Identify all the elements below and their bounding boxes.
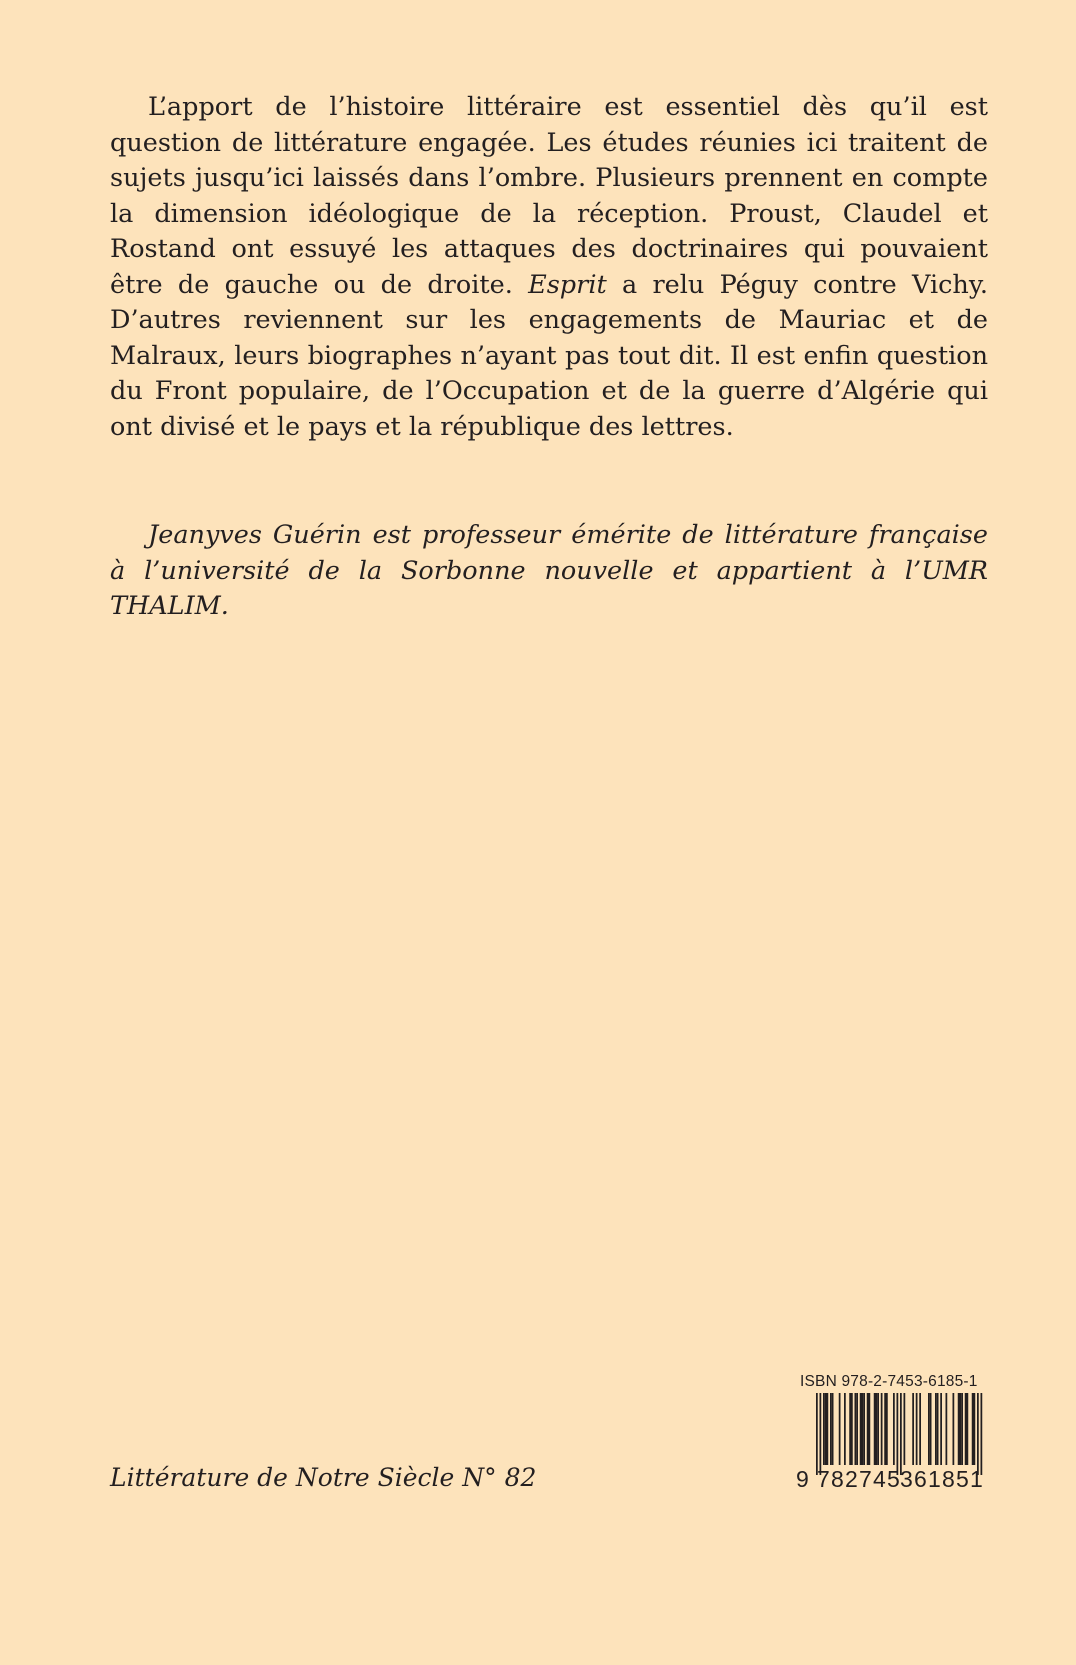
barcode-bar: [946, 1393, 948, 1465]
barcode-bar: [874, 1393, 876, 1465]
barcode-bar: [977, 1393, 979, 1475]
barcode-bars: [796, 1393, 996, 1475]
author-bio-text: Jeanyves Guérin est professeur émérite de littérature française à l’université de la Sorbonne nouvelle et appartient à l’UMR THALIM.: [110, 520, 988, 621]
barcode-bar: [937, 1393, 939, 1465]
isbn-barcode: [796, 1373, 996, 1495]
barcode-bar: [862, 1393, 864, 1465]
barcode-bar: [953, 1393, 955, 1465]
summary-text-part2: a relu Péguy contre Vichy. D’autres reviennent sur les engagements de Mauriac et de Malraux, leurs biographes n’ayant pas tout dit. Il est enfin question du Front populaire, de l’Occupation et de la guerre d’Algérie qui ont divisé et le pays et la république des lettres.: [110, 269, 988, 442]
barcode-digits-left: 782745: [817, 1466, 901, 1492]
barcode-bar: [860, 1393, 862, 1465]
series-title: Littérature de Notre Siècle N° 82: [110, 1463, 537, 1492]
barcode-bar: [919, 1393, 921, 1465]
summary-paragraph: [110, 90, 988, 445]
barcode-bar: [893, 1393, 895, 1465]
barcode-bar: [823, 1393, 825, 1465]
summary-journal-title: Esprit: [528, 269, 607, 300]
barcode-bar: [816, 1393, 818, 1475]
barcode-bar: [897, 1393, 899, 1475]
barcode-bar: [935, 1393, 937, 1465]
barcode-bar: [928, 1393, 930, 1465]
barcode-bar: [877, 1393, 879, 1465]
barcode-bar: [930, 1393, 932, 1465]
isbn-label: ISBN 978-2-7453-6185-1: [800, 1373, 978, 1390]
barcode-bar: [940, 1393, 942, 1465]
barcode-bar: [974, 1393, 976, 1465]
barcode-bar: [869, 1393, 871, 1465]
barcode-bar: [881, 1393, 883, 1465]
barcode-bar: [886, 1393, 888, 1465]
barcode-digits-right: 361851: [900, 1466, 984, 1492]
barcode-bar: [904, 1393, 906, 1465]
barcode-bar: [827, 1393, 829, 1465]
barcode-bar: [830, 1393, 832, 1465]
barcode-bar: [863, 1393, 865, 1465]
barcode-bar: [849, 1393, 851, 1465]
barcode-bar: [856, 1393, 858, 1465]
barcode-bar: [855, 1393, 857, 1465]
barcode-bar: [900, 1393, 902, 1475]
barcode-bar: [884, 1393, 886, 1465]
barcode-bar: [981, 1393, 983, 1475]
barcode-bar: [839, 1393, 841, 1465]
barcode-bar: [972, 1393, 974, 1465]
barcode-bar: [844, 1393, 846, 1465]
barcode-bar: [820, 1393, 822, 1475]
barcode-bar: [832, 1393, 834, 1465]
barcode-bar: [825, 1393, 827, 1465]
barcode-bar: [916, 1393, 918, 1465]
barcode-bar: [960, 1393, 962, 1465]
barcode-bar: [851, 1393, 853, 1465]
barcode-bar: [965, 1393, 967, 1465]
barcode-digit-first: 9: [796, 1466, 809, 1492]
barcode-bar: [876, 1393, 878, 1465]
barcode-bar: [967, 1393, 969, 1465]
author-bio: [110, 518, 988, 625]
barcode-bar: [867, 1393, 869, 1465]
barcode-bar: [961, 1393, 963, 1465]
summary-text-part1: L’apport de l’histoire littéraire est essentiel dès qu’il est question de littérature engagée. Les études réunies ici traitent de sujets jusqu’ici laissés dans l’ombre. Plusieurs prennent en compte la dimension idéologique de la réception. Proust, Claudel et Rostand ont essuyé les attaques des doctrinaires qui pouvaient être de gauche ou de droite.: [110, 92, 988, 300]
barcode-bar: [912, 1393, 914, 1465]
barcode-bar: [958, 1393, 960, 1465]
